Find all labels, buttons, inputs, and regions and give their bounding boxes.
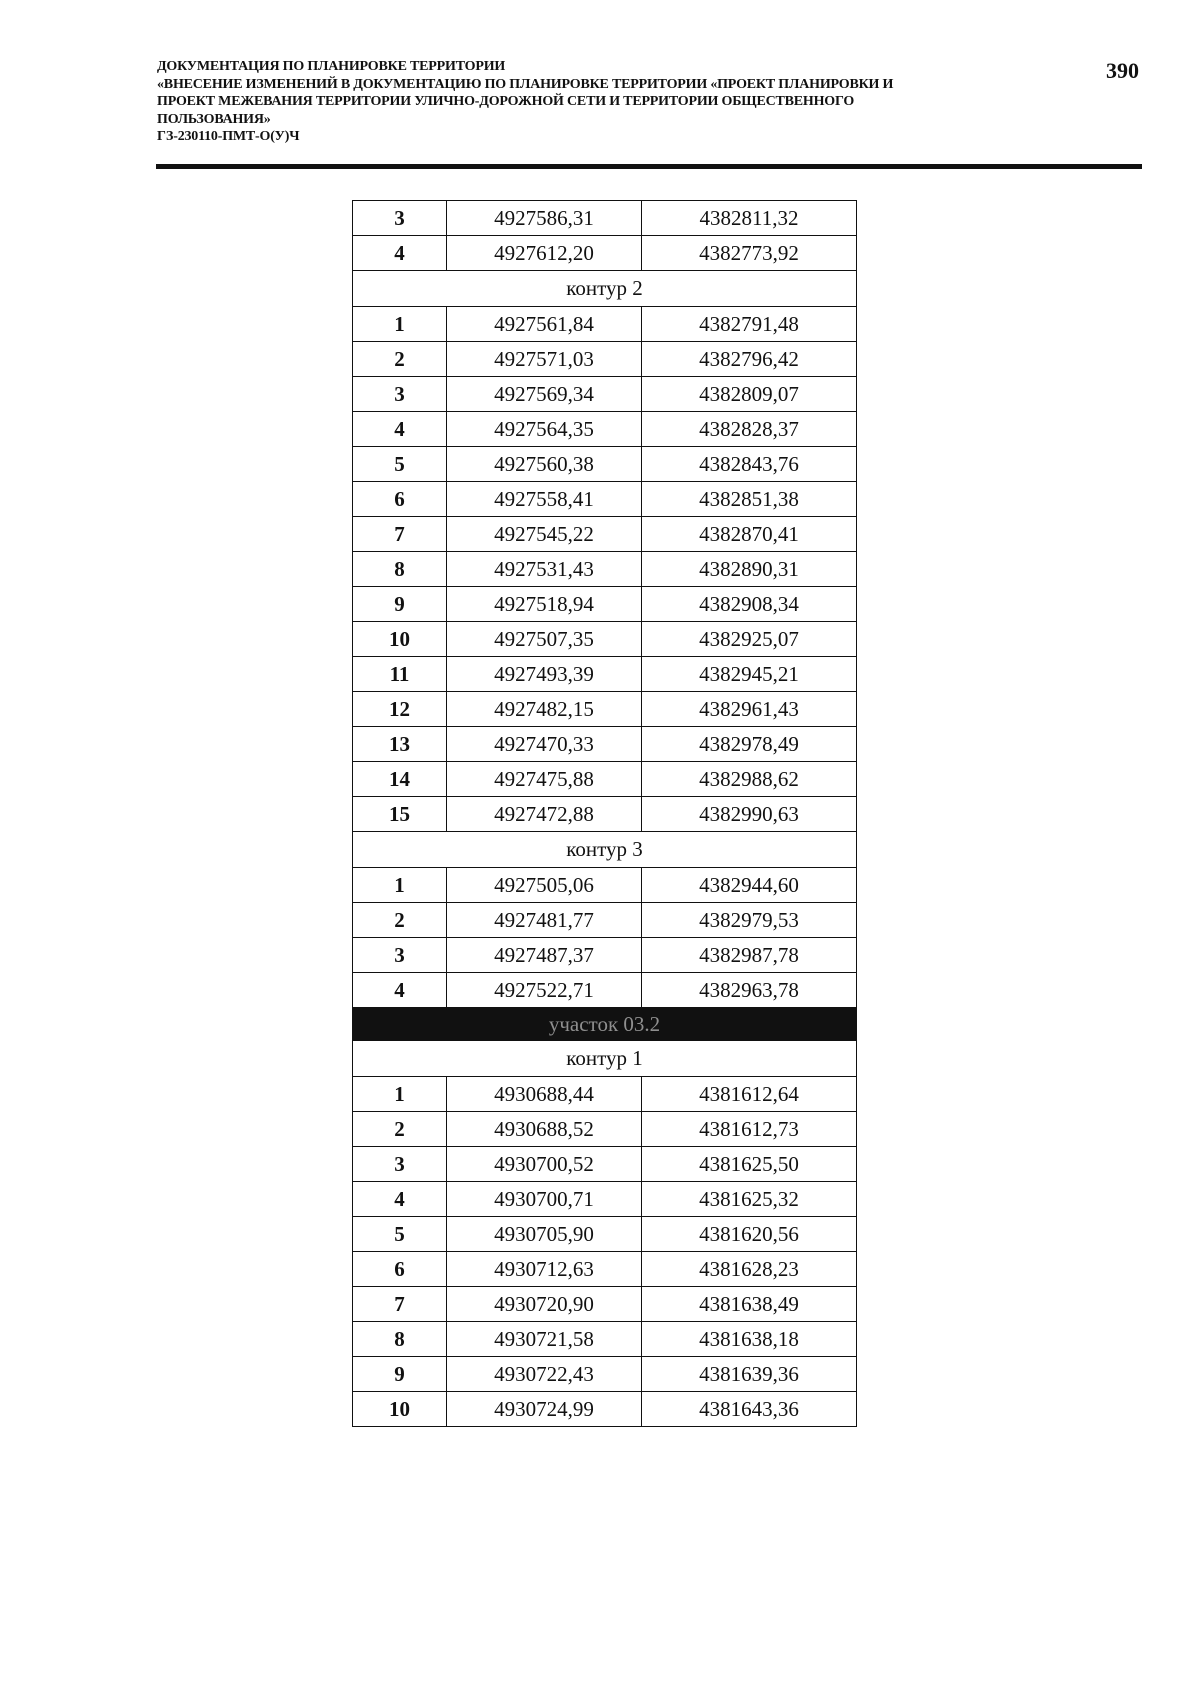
y-coordinate-cell: 4382796,42 <box>642 342 857 377</box>
y-coordinate-cell: 4382945,21 <box>642 657 857 692</box>
table-row <box>353 727 857 762</box>
y-coordinate-cell: 4382843,76 <box>642 447 857 482</box>
table-row <box>353 517 857 552</box>
header-line: «ВНЕСЕНИЕ ИЗМЕНЕНИЙ В ДОКУМЕНТАЦИЮ ПО ПЛАНИРОВКЕ ТЕРРИТОРИИ «ПРОЕКТ ПЛАНИРОВКИ И <box>157 76 894 92</box>
contour-label: контур 2 <box>353 271 857 307</box>
point-number-cell: 3 <box>353 201 447 236</box>
table-row <box>353 1182 857 1217</box>
y-coordinate-cell: 4381628,23 <box>642 1252 857 1287</box>
point-number-cell: 13 <box>353 727 447 762</box>
x-coordinate-cell: 4927518,94 <box>447 587 642 622</box>
x-coordinate-cell: 4930724,99 <box>447 1392 642 1427</box>
plot-header-row <box>353 1008 857 1041</box>
x-coordinate-cell: 4927481,77 <box>447 903 642 938</box>
x-coordinate-cell: 4930705,90 <box>447 1217 642 1252</box>
x-coordinate-cell: 4930722,43 <box>447 1357 642 1392</box>
y-coordinate-cell: 4382791,48 <box>642 307 857 342</box>
table-row <box>353 868 857 903</box>
y-coordinate-cell: 4382978,49 <box>642 727 857 762</box>
table-row <box>353 236 857 271</box>
table-row <box>353 1357 857 1392</box>
point-number-cell: 1 <box>353 1077 447 1112</box>
x-coordinate-cell: 4930721,58 <box>447 1322 642 1357</box>
y-coordinate-cell: 4382979,53 <box>642 903 857 938</box>
y-coordinate-cell: 4381612,64 <box>642 1077 857 1112</box>
table-row <box>353 1287 857 1322</box>
point-number-cell: 3 <box>353 377 447 412</box>
point-number-cell: 1 <box>353 307 447 342</box>
y-coordinate-cell: 4381643,36 <box>642 1392 857 1427</box>
y-coordinate-cell: 4382809,07 <box>642 377 857 412</box>
y-coordinate-cell: 4382811,32 <box>642 201 857 236</box>
point-number-cell: 4 <box>353 412 447 447</box>
point-number-cell: 11 <box>353 657 447 692</box>
y-coordinate-cell: 4382963,78 <box>642 973 857 1008</box>
table-row <box>353 1217 857 1252</box>
x-coordinate-cell: 4927561,84 <box>447 307 642 342</box>
y-coordinate-cell: 4381638,49 <box>642 1287 857 1322</box>
table-row <box>353 1147 857 1182</box>
point-number-cell: 9 <box>353 587 447 622</box>
point-number-cell: 4 <box>353 236 447 271</box>
plot-label: участок 03.2 <box>353 1008 857 1041</box>
x-coordinate-cell: 4927470,33 <box>447 727 642 762</box>
table-row <box>353 622 857 657</box>
point-number-cell: 6 <box>353 1252 447 1287</box>
table-row <box>353 1112 857 1147</box>
x-coordinate-cell: 4927493,39 <box>447 657 642 692</box>
table-row <box>353 552 857 587</box>
x-coordinate-cell: 4927482,15 <box>447 692 642 727</box>
point-number-cell: 15 <box>353 797 447 832</box>
y-coordinate-cell: 4381625,50 <box>642 1147 857 1182</box>
point-number-cell: 12 <box>353 692 447 727</box>
table-row <box>353 201 857 236</box>
x-coordinate-cell: 4927522,71 <box>447 973 642 1008</box>
table-row <box>353 307 857 342</box>
point-number-cell: 1 <box>353 868 447 903</box>
y-coordinate-cell: 4382773,92 <box>642 236 857 271</box>
point-number-cell: 10 <box>353 622 447 657</box>
point-number-cell: 7 <box>353 1287 447 1322</box>
header-line: ДОКУМЕНТАЦИЯ ПО ПЛАНИРОВКЕ ТЕРРИТОРИИ <box>157 59 506 74</box>
table-row <box>353 587 857 622</box>
x-coordinate-cell: 4930700,52 <box>447 1147 642 1182</box>
x-coordinate-cell: 4930700,71 <box>447 1182 642 1217</box>
table-row <box>353 938 857 973</box>
y-coordinate-cell: 4382870,41 <box>642 517 857 552</box>
table-row <box>353 377 857 412</box>
y-coordinate-cell: 4382987,78 <box>642 938 857 973</box>
x-coordinate-cell: 4927586,31 <box>447 201 642 236</box>
document-code: ГЗ-230110-ПМТ-О(У)Ч <box>157 129 300 144</box>
page-number: 390 <box>1106 58 1139 83</box>
contour-label: контур 3 <box>353 832 857 868</box>
point-number-cell: 6 <box>353 482 447 517</box>
y-coordinate-cell: 4381612,73 <box>642 1112 857 1147</box>
table-row <box>353 482 857 517</box>
contour-header-row <box>353 832 857 868</box>
point-number-cell: 3 <box>353 938 447 973</box>
table-row <box>353 762 857 797</box>
table-row <box>353 973 857 1008</box>
x-coordinate-cell: 4930688,52 <box>447 1112 642 1147</box>
point-number-cell: 7 <box>353 517 447 552</box>
point-number-cell: 8 <box>353 552 447 587</box>
point-number-cell: 14 <box>353 762 447 797</box>
table-row <box>353 692 857 727</box>
x-coordinate-cell: 4927472,88 <box>447 797 642 832</box>
contour-label: контур 1 <box>353 1041 857 1077</box>
point-number-cell: 4 <box>353 1182 447 1217</box>
point-number-cell: 2 <box>353 903 447 938</box>
x-coordinate-cell: 4927505,06 <box>447 868 642 903</box>
coordinates-table-body <box>353 201 857 1427</box>
table-row <box>353 903 857 938</box>
header-line: ПОЛЬЗОВАНИЯ» <box>157 111 271 127</box>
y-coordinate-cell: 4382908,34 <box>642 587 857 622</box>
y-coordinate-cell: 4382944,60 <box>642 868 857 903</box>
point-number-cell: 2 <box>353 342 447 377</box>
y-coordinate-cell: 4382961,43 <box>642 692 857 727</box>
table-row <box>353 797 857 832</box>
y-coordinate-cell: 4382988,62 <box>642 762 857 797</box>
y-coordinate-cell: 4381625,32 <box>642 1182 857 1217</box>
y-coordinate-cell: 4382851,38 <box>642 482 857 517</box>
point-number-cell: 5 <box>353 447 447 482</box>
x-coordinate-cell: 4927560,38 <box>447 447 642 482</box>
point-number-cell: 3 <box>353 1147 447 1182</box>
table-row <box>353 1077 857 1112</box>
x-coordinate-cell: 4927475,88 <box>447 762 642 797</box>
table-row <box>353 412 857 447</box>
x-coordinate-cell: 4930688,44 <box>447 1077 642 1112</box>
x-coordinate-cell: 4927507,35 <box>447 622 642 657</box>
coordinates-table <box>352 200 857 1427</box>
x-coordinate-cell: 4930720,90 <box>447 1287 642 1322</box>
x-coordinate-cell: 4927564,35 <box>447 412 642 447</box>
table-row <box>353 1322 857 1357</box>
contour-header-row <box>353 1041 857 1077</box>
contour-header-row <box>353 271 857 307</box>
y-coordinate-cell: 4381620,56 <box>642 1217 857 1252</box>
document-header <box>157 58 1057 146</box>
x-coordinate-cell: 4927612,20 <box>447 236 642 271</box>
table-row <box>353 342 857 377</box>
y-coordinate-cell: 4381639,36 <box>642 1357 857 1392</box>
table-row <box>353 657 857 692</box>
point-number-cell: 5 <box>353 1217 447 1252</box>
point-number-cell: 4 <box>353 973 447 1008</box>
x-coordinate-cell: 4927558,41 <box>447 482 642 517</box>
table-row <box>353 447 857 482</box>
x-coordinate-cell: 4927531,43 <box>447 552 642 587</box>
y-coordinate-cell: 4382925,07 <box>642 622 857 657</box>
point-number-cell: 9 <box>353 1357 447 1392</box>
x-coordinate-cell: 4927569,34 <box>447 377 642 412</box>
y-coordinate-cell: 4381638,18 <box>642 1322 857 1357</box>
x-coordinate-cell: 4927487,37 <box>447 938 642 973</box>
point-number-cell: 8 <box>353 1322 447 1357</box>
x-coordinate-cell: 4927545,22 <box>447 517 642 552</box>
x-coordinate-cell: 4927571,03 <box>447 342 642 377</box>
header-line: ПРОЕКТ МЕЖЕВАНИЯ ТЕРРИТОРИИ УЛИЧНО-ДОРОЖНОЙ СЕТИ И ТЕРРИТОРИИ ОБЩЕСТВЕННОГО <box>157 94 855 109</box>
point-number-cell: 10 <box>353 1392 447 1427</box>
y-coordinate-cell: 4382890,31 <box>642 552 857 587</box>
y-coordinate-cell: 4382828,37 <box>642 412 857 447</box>
table-row <box>353 1392 857 1427</box>
y-coordinate-cell: 4382990,63 <box>642 797 857 832</box>
x-coordinate-cell: 4930712,63 <box>447 1252 642 1287</box>
point-number-cell: 2 <box>353 1112 447 1147</box>
header-divider <box>156 164 1142 169</box>
table-row <box>353 1252 857 1287</box>
